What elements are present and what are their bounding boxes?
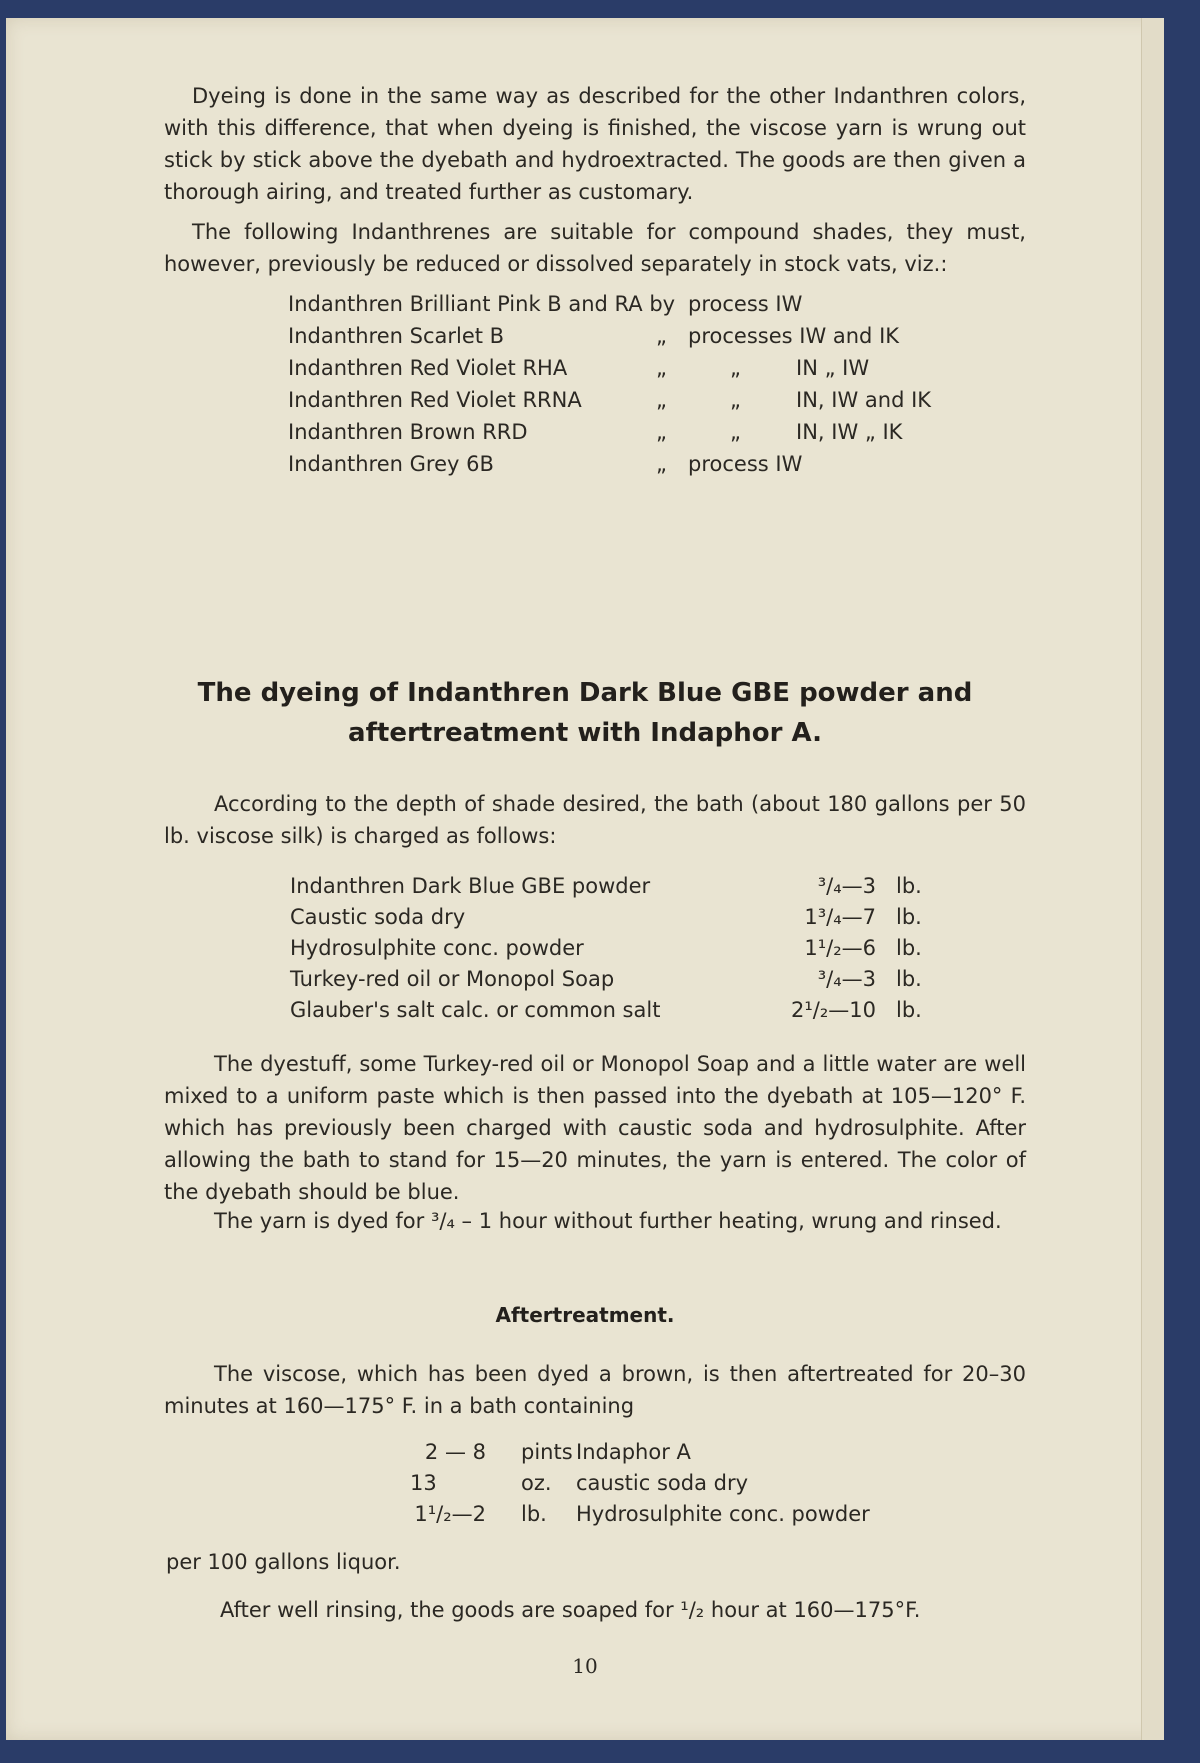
aftertreatment-paragraph: The viscose, which has been dyed a brown, is then aftertreated for 20–30 minutes at 160—175° F. in a bath containing bbox=[164, 1362, 1026, 1418]
body-paragraph-2: The dyestuff, some Turkey-red oil or Monopol Soap and a little water are well mixed to a uniform paste which is then passed into the dyebath at 105—120° F. which has previously been charged with caustic soda and hydrosulphite. After allowing the bath to stand for 15—20 minutes, the yarn is entered. The color of the dyebath should be blue. bbox=[164, 1052, 1026, 1204]
recipe-item: Caustic soda dry bbox=[290, 905, 466, 929]
process-word: process bbox=[688, 292, 769, 316]
dye-name: Indanthren Red Violet RHA bbox=[288, 356, 568, 380]
body-paragraph-3: The yarn is dyed for ³/₄ – 1 hour without further heating, wrung and rinsed. bbox=[214, 1209, 1002, 1233]
recipe-unit: pints bbox=[521, 1440, 573, 1464]
aftertreatment-heading: Aftertreatment. bbox=[495, 1303, 675, 1327]
ditto-mark: „ bbox=[656, 356, 667, 380]
page-number: 10 bbox=[572, 1654, 598, 1678]
recipe-unit: lb. bbox=[896, 905, 922, 929]
recipe-item: caustic soda dry bbox=[576, 1471, 749, 1495]
recipe-item: Turkey-red oil or Monopol Soap bbox=[290, 967, 615, 991]
section-paragraph-1: According to the depth of shade desired, the bath (about 180 gallons per 50 lb. viscose silk) is charged as follows: bbox=[164, 792, 1026, 848]
ditto-mark: „ bbox=[656, 324, 667, 348]
recipe-unit: lb. bbox=[896, 874, 922, 898]
recipe-qty: 13 bbox=[410, 1471, 437, 1495]
recipe-item: Hydrosulphite conc. powder bbox=[290, 936, 584, 960]
process-code: IW and IK bbox=[799, 324, 900, 348]
recipe-item: Indaphor A bbox=[576, 1440, 691, 1464]
intro-paragraph-1: Dyeing is done in the same way as described for the other Indanthren colors, with this difference, that when dyeing is finished, the viscose yarn is wrung out stick by stick above the dyebath and hydroextracted. The goods are then given a thorough airing, and treated further as customary. bbox=[164, 84, 1026, 204]
ditto-mark: „ bbox=[656, 420, 667, 444]
recipe-qty: 1³/₄—7 bbox=[804, 905, 876, 929]
final-instruction: After well rinsing, the goods are soaped for ¹/₂ hour at 160—175°F. bbox=[220, 1598, 921, 1622]
list-item bbox=[288, 356, 567, 380]
recipe-qty: 1¹/₂—6 bbox=[804, 936, 876, 960]
ditto-mark: „ bbox=[730, 420, 741, 444]
process-code: IW bbox=[775, 292, 803, 316]
section-title-line-1: The dyeing of Indanthren Dark Blue GBE powder and bbox=[197, 678, 973, 708]
recipe-qty: ³/₄—3 bbox=[817, 967, 876, 991]
ditto-mark: „ bbox=[656, 452, 667, 476]
recipe-item: Glauber's salt calc. or common salt bbox=[290, 998, 661, 1022]
list-item bbox=[288, 324, 504, 348]
per-liquor-note: per 100 gallons liquor. bbox=[166, 1550, 401, 1574]
list-item bbox=[288, 452, 494, 476]
ditto-mark: „ bbox=[656, 388, 667, 412]
list-item bbox=[288, 420, 528, 444]
dye-name: Indanthren Grey 6B bbox=[288, 452, 494, 476]
recipe-qty: ³/₄—3 bbox=[817, 874, 876, 898]
process-word: processes bbox=[688, 324, 793, 348]
dye-name: Indanthren Brown RRD bbox=[288, 420, 528, 444]
recipe-item: Hydrosulphite conc. powder bbox=[576, 1502, 870, 1526]
book-page bbox=[6, 18, 1164, 1740]
section-title-line-2: aftertreatment with Indaphor A. bbox=[348, 718, 822, 748]
recipe-unit: lb. bbox=[896, 998, 922, 1022]
process-code: IN, IW „ IK bbox=[796, 420, 903, 444]
dye-name: Indanthren Scarlet B bbox=[288, 324, 505, 348]
dye-name: Indanthren Brilliant Pink B and RA by bbox=[288, 292, 676, 316]
list-item bbox=[688, 292, 802, 316]
list-item bbox=[288, 388, 582, 412]
recipe-qty: 1¹/₂—2 bbox=[414, 1502, 486, 1526]
ditto-mark: „ bbox=[730, 356, 741, 380]
recipe-item: Indanthren Dark Blue GBE powder bbox=[290, 874, 651, 898]
process-word: process bbox=[688, 452, 769, 476]
recipe-unit: lb. bbox=[521, 1502, 547, 1526]
list-item bbox=[288, 292, 675, 316]
recipe-qty: 2 — 8 bbox=[424, 1440, 486, 1464]
list-item bbox=[688, 324, 899, 348]
ditto-mark: „ bbox=[730, 388, 741, 412]
recipe-qty: 2¹/₂—10 bbox=[791, 998, 876, 1022]
recipe-unit: oz. bbox=[521, 1471, 552, 1495]
recipe-unit: lb. bbox=[896, 936, 922, 960]
list-item bbox=[688, 452, 802, 476]
process-code: IN „ IW bbox=[796, 356, 870, 380]
page-gutter bbox=[1141, 18, 1164, 1740]
intro-paragraph-2: The following Indanthrenes are suitable for compound shades, they must, however, previously be reduced or dissolved separately in stock vats, viz.: bbox=[164, 220, 1026, 276]
process-code: IN, IW and IK bbox=[796, 388, 932, 412]
recipe-unit: lb. bbox=[896, 967, 922, 991]
dye-name: Indanthren Red Violet RRNA bbox=[288, 388, 582, 412]
process-code: IW bbox=[775, 452, 803, 476]
